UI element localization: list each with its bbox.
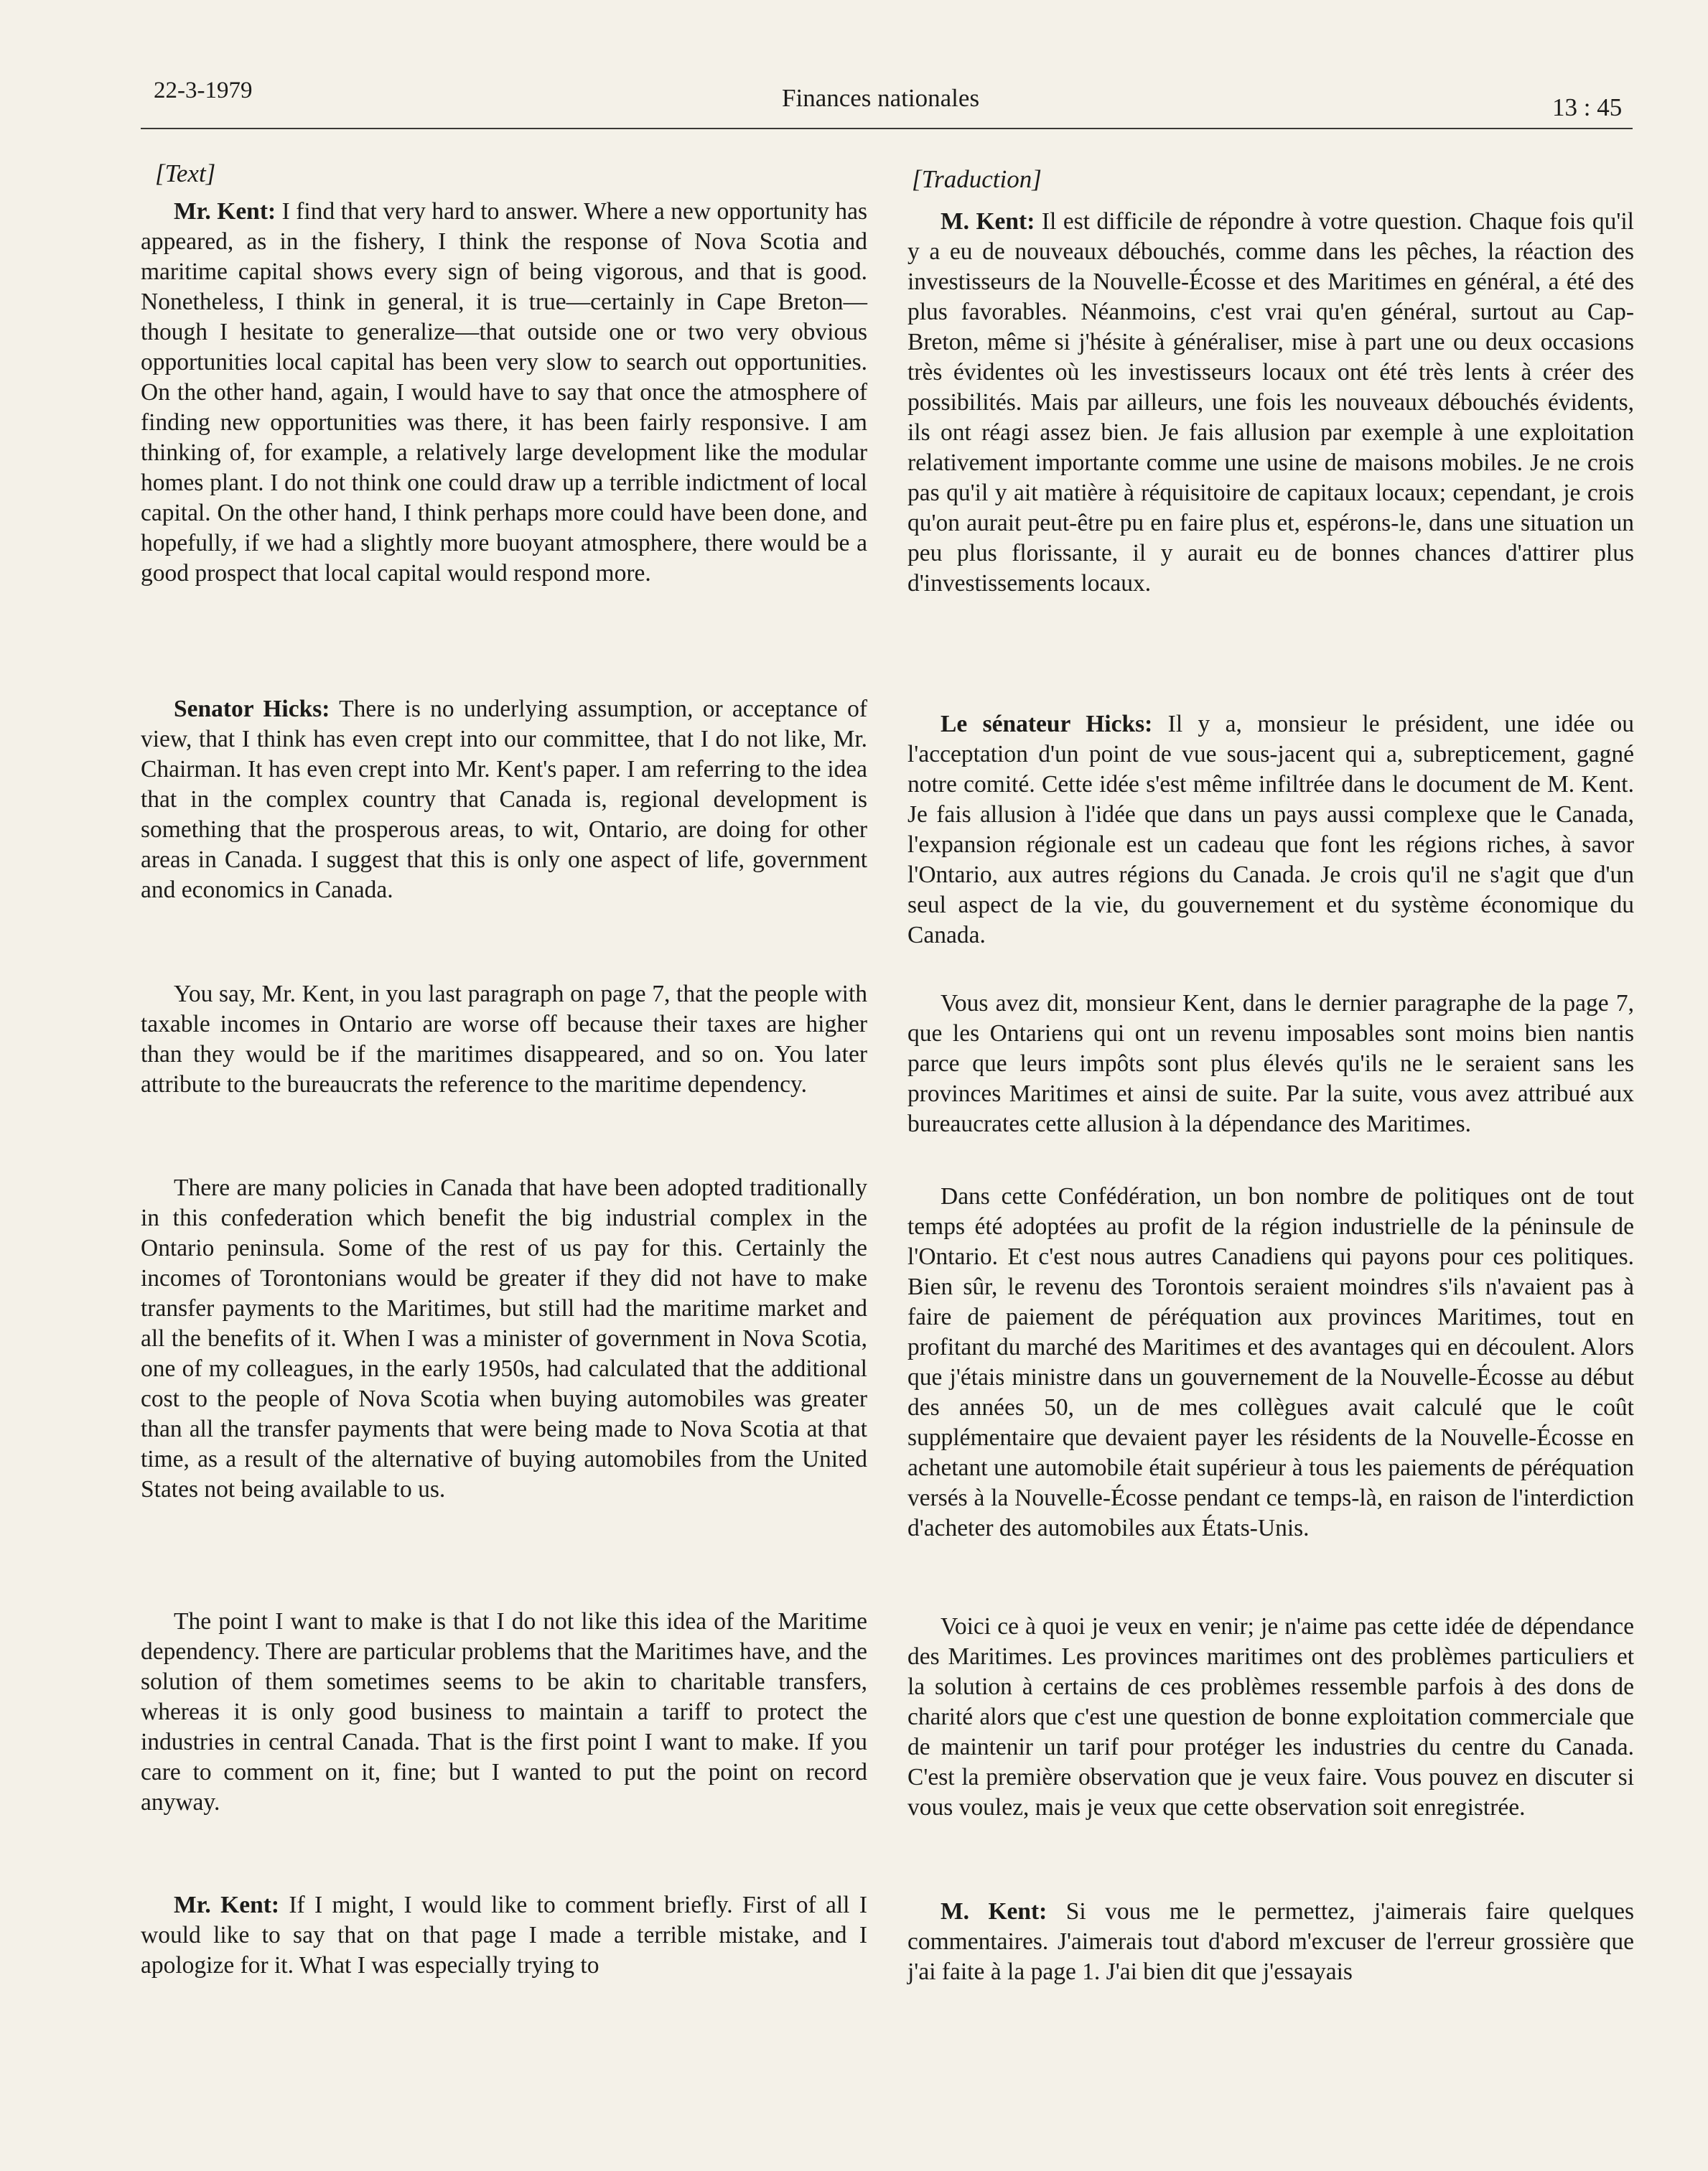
paragraph-hicks-2 — [141, 979, 867, 1100]
paragraph-hicks-3-fr — [907, 1182, 1634, 1544]
paragraph-hicks-3 — [141, 1173, 867, 1505]
paragraph-hicks-1-fr — [907, 709, 1634, 951]
speaker-name: M. Kent: — [941, 1898, 1047, 1925]
paragraph-kent-1-fr — [907, 207, 1634, 599]
speaker-name: M. Kent: — [941, 208, 1035, 235]
text-label: [Text] — [155, 159, 216, 187]
speaker-name: Mr. Kent: — [174, 1892, 280, 1918]
page-number: 13 : 45 — [1552, 93, 1623, 121]
paragraph-text: The point I want to make is that I do not like this idea of the Maritime dependency. There are particular problems that the Maritimes have, and the solution of them sometimes seems to be akin to charitable transfers, whereas it is only good business to maintain a tariff to protect the industries in central Canada. That is the first point I want to make. If you care to comment on it, fine; but I wanted to put the point on record anyway. — [141, 1608, 867, 1816]
paragraph-text: If I might, I would like to comment briefly. First of all I would like to say that on that page I made a terrible mistake, and I apologize for it. What I was especially trying to — [141, 1892, 867, 1979]
page-date: 22-3-1979 — [154, 78, 253, 103]
paragraph-hicks-2-fr — [907, 989, 1634, 1139]
paragraph-text: You say, Mr. Kent, in you last paragraph on page 7, that the people with taxable incomes in Ontario are worse off because their taxes are higher than they would be if the maritimes disappeared, and so on. You later attribute to the bureaucrats the reference to the maritime dependency. — [141, 981, 867, 1098]
speaker-name: Mr. Kent: — [174, 198, 276, 225]
speaker-name: Le sénateur Hicks: — [941, 711, 1153, 737]
paragraph-hicks-1 — [141, 694, 867, 905]
paragraph-hicks-4 — [141, 1607, 867, 1818]
paragraph-text: Dans cette Confédération, un bon nombre de politiques ont de tout temps été adoptées au profit de la région industrielle de la péninsule de l'Ontario. Et c'est nous autres Canadiens qui payons pour ces politiques. Bien sûr, le revenu des Torontois seraient moindres s'ils n'avaient pas à faire de paiement de péréquation aux provinces Maritimes, tout en profitant du marché des Maritimes et des avantages qui en découlent. Alors que j'étais ministre dans un gouvernement de la Nouvelle-Écosse au début des années 50, un de mes collègues avait calculé que le coût supplémentaire que devaient payer les résidents de la Nouvelle-Écosse en achetant une automobile était supérieur à tous les paiements de péréquation versés à la Nouvelle-Écosse pendant ce temps-là, en raison de l'interdiction d'acheter des automobiles aux États-Unis. — [907, 1183, 1634, 1541]
header-rule — [141, 128, 1633, 129]
paragraph-text: There are many policies in Canada that have been adopted traditionally in this confederation which benefit the big industrial complex in the Ontario peninsula. Some of the rest of us pay for this. Certainly the incomes of Torontonians would be greater if they did not have to make transfer payments to the Maritimes, but still had the maritime market and all the benefits of it. When I was a minister of government in Nova Scotia, one of my colleagues, in the early 1950s, had calculated that the additional cost to the people of Nova Scotia when buying automobiles was greater than all the transfer payments that were being made to Nova Scotia at that time, as a result of the alternative of buying automobiles from the United States not being available to us. — [141, 1175, 867, 1503]
paragraph-text: Voici ce à quoi je veux en venir; je n'aime pas cette idée de dépendance des Maritimes. Les provinces maritimes ont des problèmes particuliers et la solution à certains de ces problèmes ressemble parfois à des dons de charité alors que c'est une question de bonne exploitation commerciale que de maintenir un tarif pour protéger les industries du centre du Canada. C'est la première observation que je veux faire. Vous pouvez en discuter si vous voulez, mais je veux que cette observation soit enregistrée. — [907, 1613, 1634, 1821]
paragraph-text: Vous avez dit, monsieur Kent, dans le dernier paragraphe de la page 7, que les Ontariens qui ont un revenu imposables sont moins bien nantis parce que leurs impôts sont plus élevés qu'ils ne le seraient sans les provinces Maritimes et ainsi de suite. Par la suite, vous avez attribué aux bureaucrates cette allusion à la dépendance des Maritimes. — [907, 990, 1634, 1137]
paragraph-kent-2-fr — [907, 1897, 1634, 1987]
traduction-label: [Traduction] — [912, 165, 1042, 193]
speaker-name: Senator Hicks: — [174, 696, 330, 722]
paragraph-kent-1 — [141, 197, 867, 589]
paragraph-text: Il y a, monsieur le président, une idée ou l'acceptation d'un point de vue sous-jacent qui a, subrepticement, gagné notre comité. Cette idée s'est même infiltrée dans le document de M. Kent. Je fais allusion à l'idée que dans un pays aussi complexe que le Canada, l'expansion régionale est un cadeau que font les régions riches, à savor l'Ontario, aux autres régions du Canada. Je crois qu'il ne s'agit que d'un seul aspect de la vie, du gouvernement et du système économique du Canada. — [907, 711, 1634, 948]
paragraph-kent-2 — [141, 1890, 867, 1981]
page-title: Finances nationales — [782, 84, 980, 112]
paragraph-text: Si vous me le permettez, j'aimerais faire quelques commentaires. J'aimerais tout d'abord m'excuser de l'erreur grossière que j'ai faite à la page 1. J'ai bien dit que j'essayais — [907, 1898, 1634, 1985]
paragraph-hicks-4-fr — [907, 1612, 1634, 1823]
paragraph-text: Il est difficile de répondre à votre question. Chaque fois qu'il y a eu de nouveaux débouchés, comme dans les pêches, la réaction des investisseurs de la Nouvelle-Écosse et des Maritimes en général, a été des plus favorables. Néanmoins, c'est vrai qu'en général, surtout au Cap-Breton, même si j'hésite à généraliser, mise à part une ou deux occasions très évidentes où les investisseurs locaux ont été très lents à créer des possibilités. Mais par ailleurs, une fois les nouveaux débouchés évidents, ils ont réagi assez bien. Je fais allusion par exemple à une exploitation relativement importante comme une usine de maisons mobiles. Je ne crois pas qu'il y ait matière à réquisitoire de capitaux locaux; cependant, je crois qu'on aurait peut-être pu en faire plus et, espérons-le, dans une situation un peu plus florissante, il y aurait eu de bonnes chances d'attirer plus d'investissements locaux. — [907, 208, 1634, 597]
paragraph-text: I find that very hard to answer. Where a new opportunity has appeared, as in the fishery, I think the response of Nova Scotia and maritime capital shows every sign of being vigorous, and that is good. Nonetheless, I think in general, it is true—certainly in Cape Breton—though I hesitate to generalize—that outside one or two very obvious opportunities local capital has been very slow to search out opportunities. On the other hand, again, I would have to say that once the atmosphere of finding new opportunities was there, it has been fairly responsive. I am thinking of, for example, a relatively large development like the modular homes plant. I do not think one could draw up a terrible indictment of local capital. On the other hand, I think perhaps more could have been done, and hopefully, if we had a slightly more buoyant atmosphere, there would be a good prospect that local capital would respond more. — [141, 198, 867, 587]
paragraph-text: There is no underlying assumption, or acceptance of view, that I think has even crept into our committee, that I do not like, Mr. Chairman. It has even crept into Mr. Kent's paper. I am referring to the idea that in the complex country that Canada is, regional development is something that the prosperous areas, to wit, Ontario, are doing for other areas in Canada. I suggest that this is only one aspect of life, government and economics in Canada. — [141, 696, 868, 903]
